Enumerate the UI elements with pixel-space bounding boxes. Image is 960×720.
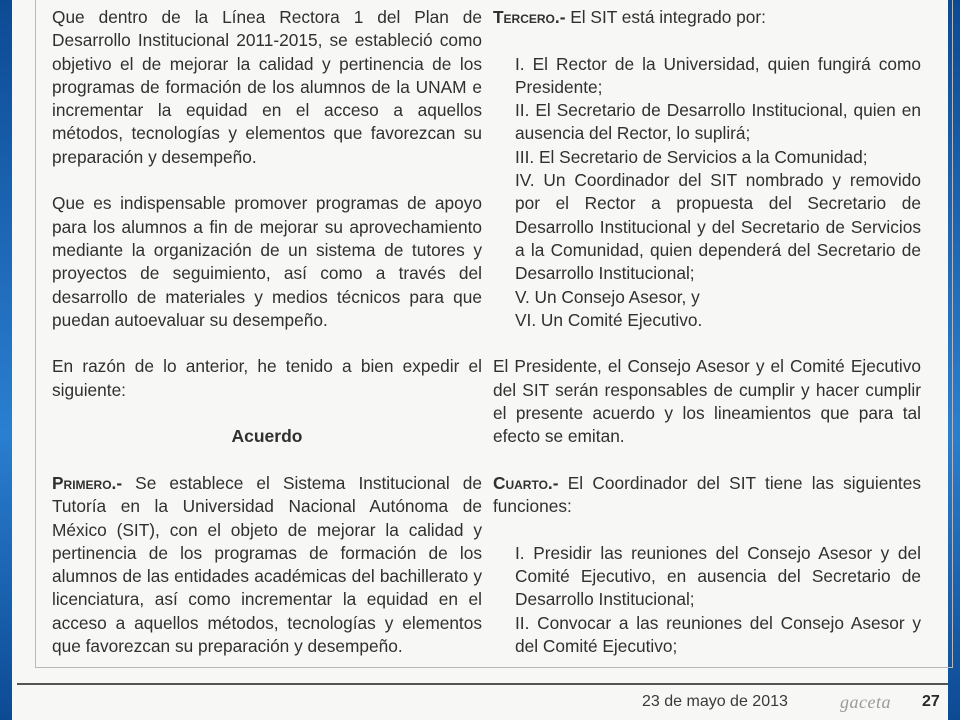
footer-rule — [17, 683, 948, 685]
list-item-secretario-desarrollo: II. El Secretario de Desarrollo Institucional, quien en ausencia del Rector, lo suplirá; — [515, 100, 921, 144]
text-primero: Se establece el Sistema Institucional de Tutoría en la Universidad Nacional Autónoma de México (SIT), con el objeto de mejorar la calidad y pertinencia de los programas de formación de los alumnos de las entidades académicas del bachillerato y licenciatura, así como incrementar la equidad en el acceso a aquellos métodos, tecnologías y elementos que favorezcan su preparación y desempeño. — [52, 472, 482, 657]
list-item-coordinador: IV. Un Coordinador del SIT nombrado y removido por el Rector a propuesta del Secretario de Desarrollo Institucional y del Secretario de Servicios a la Comunidad, quien dependerá del Secretario de Desarrollo Institucional; — [515, 170, 921, 284]
left-blue-border — [0, 0, 12, 720]
list-item-secretario-servicios: III. El Secretario de Servicios a la Comunidad; — [515, 146, 868, 167]
list-item-rector: I. El Rector de la Universidad, quien fungirá como Presidente; — [515, 53, 921, 97]
footer-date: 23 de mayo de 2013 — [642, 693, 788, 710]
paragraph-programas-apoyo: Que es indispensable promover programas de apoyo para los alumnos a fin de mejorar su aprovechamiento mediante la organización de un sistema de tutores y proyectos de seguimiento, así como a través del desarrollo de materiales y medios técnicos para que puedan autoevaluar su desempeño. — [52, 193, 482, 330]
label-tercero: Tercero.- — [493, 7, 566, 27]
left-column — [52, 6, 482, 658]
page-number: 27 — [922, 693, 940, 710]
document-page — [12, 0, 948, 720]
paragraph-presidente: El Presidente, el Consejo Asesor y el Comité Ejecutivo del SIT serán responsables de cumplir y hacer cumplir el presente acuerdo y los lineamientos que para tal efecto se emitan. — [493, 356, 921, 447]
text-cuarto: El Coordinador del SIT tiene las siguientes funciones: — [493, 472, 921, 517]
paragraph-primero — [52, 472, 482, 658]
text-tercero: El SIT está integrado por: — [565, 7, 766, 27]
label-primero: Primero.- — [52, 472, 123, 493]
heading-acuerdo: Acuerdo — [231, 426, 303, 447]
list-item-presidir: I. Presidir las reuniones del Consejo Asesor y del Comité Ejecutivo, en ausencia del Secretario de Desarrollo Institucional; — [515, 542, 921, 610]
gaceta-logo: gaceta — [840, 692, 891, 712]
paragraph-expedir: En razón de lo anterior, he tenido a bien expedir el siguiente: — [52, 356, 482, 400]
paragraph-cuarto — [493, 472, 921, 519]
list-item-comite-ejecutivo: VI. Un Comité Ejecutivo. — [515, 309, 703, 330]
list-item-consejo-asesor: V. Un Consejo Asesor, y — [515, 286, 700, 307]
list-item-convocar: II. Convocar a las reuniones del Consejo Asesor y del Comité Ejecutivo; — [515, 612, 921, 657]
paragraph-tercero — [493, 6, 921, 29]
label-cuarto: Cuarto.- — [493, 472, 559, 493]
right-column — [493, 6, 921, 658]
paragraph-linea-rectora: Que dentro de la Línea Rectora 1 del Plan de Desarrollo Institucional 2011-2015, se estableció como objetivo el de mejorar la calidad y pertinencia de los programas de formación de los alumnos de la UNAM e incrementar la equidad en el acceso a aquellos métodos, tecnologías y elementos que favorezcan su preparación y desempeño. — [52, 7, 482, 167]
